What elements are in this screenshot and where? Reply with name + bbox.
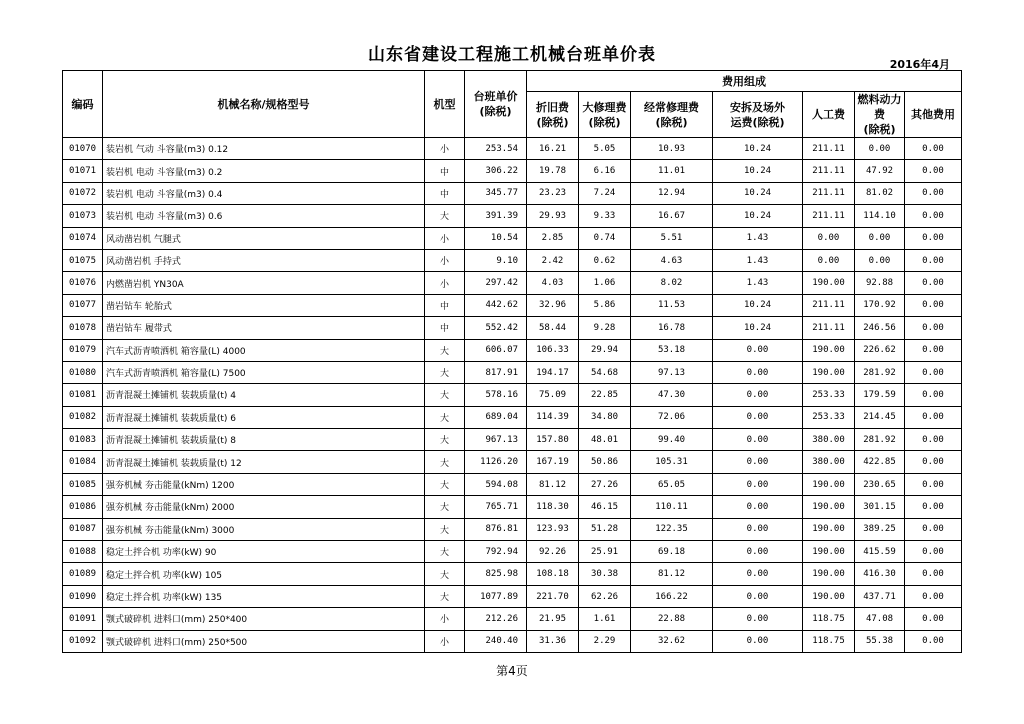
cell-other: 0.00 <box>905 205 962 227</box>
cell-install-transport: 0.00 <box>713 608 803 630</box>
cell-price: 253.54 <box>465 138 527 160</box>
cell-other: 0.00 <box>905 160 962 182</box>
cell-repair: 11.53 <box>631 294 713 316</box>
cell-name: 沥青混凝土摊铺机 装载质量(t) 6 <box>103 406 425 428</box>
cell-other: 0.00 <box>905 451 962 473</box>
cell-install-transport: 10.24 <box>713 182 803 204</box>
cell-repair: 32.62 <box>631 630 713 652</box>
cell-overhaul: 22.85 <box>579 384 631 406</box>
header-install-transport: 安拆及场外 运费(除税) <box>713 92 803 138</box>
cell-type: 中 <box>425 160 465 182</box>
cell-repair: 72.06 <box>631 406 713 428</box>
cell-type: 大 <box>425 361 465 383</box>
header-other: 其他费用 <box>905 92 962 138</box>
cell-install-transport: 0.00 <box>713 541 803 563</box>
cell-depreciation: 32.96 <box>527 294 579 316</box>
cell-price: 876.81 <box>465 518 527 540</box>
cell-repair: 10.93 <box>631 138 713 160</box>
cell-name: 汽车式沥青喷洒机 箱容量(L) 7500 <box>103 361 425 383</box>
cell-code: 01082 <box>63 406 103 428</box>
cell-depreciation: 114.39 <box>527 406 579 428</box>
cell-install-transport: 10.24 <box>713 160 803 182</box>
cell-depreciation: 123.93 <box>527 518 579 540</box>
cell-price: 578.16 <box>465 384 527 406</box>
cell-install-transport: 1.43 <box>713 249 803 271</box>
cell-repair: 97.13 <box>631 361 713 383</box>
header-name: 机械名称/规格型号 <box>103 71 425 138</box>
cell-repair: 81.12 <box>631 563 713 585</box>
cell-install-transport: 0.00 <box>713 384 803 406</box>
cell-fuel: 214.45 <box>855 406 905 428</box>
cell-fuel: 179.59 <box>855 384 905 406</box>
cell-code: 01087 <box>63 518 103 540</box>
table-row <box>63 608 962 630</box>
cell-price: 825.98 <box>465 563 527 585</box>
cell-depreciation: 81.12 <box>527 473 579 495</box>
cell-depreciation: 108.18 <box>527 563 579 585</box>
cell-name: 稳定土拌合机 功率(kW) 105 <box>103 563 425 585</box>
cell-price: 765.71 <box>465 496 527 518</box>
cell-overhaul: 7.24 <box>579 182 631 204</box>
cell-labor: 190.00 <box>803 563 855 585</box>
cell-price: 606.07 <box>465 339 527 361</box>
cell-depreciation: 194.17 <box>527 361 579 383</box>
cell-install-transport: 10.24 <box>713 294 803 316</box>
cell-other: 0.00 <box>905 406 962 428</box>
cell-depreciation: 75.09 <box>527 384 579 406</box>
table-row <box>63 339 962 361</box>
cell-price: 212.26 <box>465 608 527 630</box>
cell-labor: 211.11 <box>803 317 855 339</box>
header-repair: 经常修理费 (除税) <box>631 92 713 138</box>
cell-depreciation: 58.44 <box>527 317 579 339</box>
cell-repair: 8.02 <box>631 272 713 294</box>
cell-price: 297.42 <box>465 272 527 294</box>
cell-code: 01079 <box>63 339 103 361</box>
cell-type: 大 <box>425 406 465 428</box>
table-row <box>63 384 962 406</box>
cell-overhaul: 1.61 <box>579 608 631 630</box>
cell-labor: 118.75 <box>803 608 855 630</box>
cell-labor: 211.11 <box>803 205 855 227</box>
cell-depreciation: 2.85 <box>527 227 579 249</box>
cell-repair: 4.63 <box>631 249 713 271</box>
cell-install-transport: 0.00 <box>713 406 803 428</box>
cell-type: 中 <box>425 182 465 204</box>
cell-type: 大 <box>425 563 465 585</box>
cell-depreciation: 31.36 <box>527 630 579 652</box>
cell-repair: 105.31 <box>631 451 713 473</box>
cell-price: 240.40 <box>465 630 527 652</box>
header-type: 机型 <box>425 71 465 138</box>
cell-other: 0.00 <box>905 563 962 585</box>
cell-type: 中 <box>425 294 465 316</box>
cell-install-transport: 0.00 <box>713 429 803 451</box>
cell-type: 小 <box>425 138 465 160</box>
header-overhaul: 大修理费 (除税) <box>579 92 631 138</box>
cell-install-transport: 0.00 <box>713 563 803 585</box>
cell-install-transport: 10.24 <box>713 317 803 339</box>
table-row <box>63 138 962 160</box>
cell-fuel: 281.92 <box>855 361 905 383</box>
table-row <box>63 630 962 652</box>
table-row <box>63 249 962 271</box>
cell-price: 552.42 <box>465 317 527 339</box>
cell-repair: 12.94 <box>631 182 713 204</box>
cell-repair: 99.40 <box>631 429 713 451</box>
header-cost-group: 费用组成 <box>527 71 962 92</box>
cell-overhaul: 9.33 <box>579 205 631 227</box>
table-body <box>63 138 962 653</box>
table-row <box>63 518 962 540</box>
cell-other: 0.00 <box>905 138 962 160</box>
cell-fuel: 422.85 <box>855 451 905 473</box>
table-row <box>63 205 962 227</box>
cell-code: 01073 <box>63 205 103 227</box>
table-row <box>63 585 962 607</box>
cell-name: 沥青混凝土摊铺机 装载质量(t) 8 <box>103 429 425 451</box>
cell-other: 0.00 <box>905 541 962 563</box>
cell-fuel: 230.65 <box>855 473 905 495</box>
cell-fuel: 114.10 <box>855 205 905 227</box>
cell-other: 0.00 <box>905 518 962 540</box>
cell-install-transport: 0.00 <box>713 361 803 383</box>
cell-overhaul: 25.91 <box>579 541 631 563</box>
cell-type: 大 <box>425 585 465 607</box>
cell-price: 345.77 <box>465 182 527 204</box>
cell-fuel: 170.92 <box>855 294 905 316</box>
cell-name: 凿岩钻车 轮胎式 <box>103 294 425 316</box>
cell-type: 小 <box>425 227 465 249</box>
cell-price: 391.39 <box>465 205 527 227</box>
cell-code: 01075 <box>63 249 103 271</box>
cell-name: 装岩机 电动 斗容量(m3) 0.4 <box>103 182 425 204</box>
cell-repair: 122.35 <box>631 518 713 540</box>
cell-price: 594.08 <box>465 473 527 495</box>
cell-depreciation: 16.21 <box>527 138 579 160</box>
cell-code: 01078 <box>63 317 103 339</box>
cell-code: 01083 <box>63 429 103 451</box>
cell-name: 凿岩钻车 履带式 <box>103 317 425 339</box>
cell-name: 风动凿岩机 手持式 <box>103 249 425 271</box>
cell-repair: 65.05 <box>631 473 713 495</box>
cell-code: 01074 <box>63 227 103 249</box>
cell-other: 0.00 <box>905 272 962 294</box>
cell-depreciation: 2.42 <box>527 249 579 271</box>
cell-code: 01091 <box>63 608 103 630</box>
cell-name: 强夯机械 夯击能量(kNm) 1200 <box>103 473 425 495</box>
cell-code: 01092 <box>63 630 103 652</box>
cell-repair: 69.18 <box>631 541 713 563</box>
cell-depreciation: 19.78 <box>527 160 579 182</box>
cell-price: 689.04 <box>465 406 527 428</box>
cell-name: 装岩机 电动 斗容量(m3) 0.6 <box>103 205 425 227</box>
cell-labor: 380.00 <box>803 429 855 451</box>
cell-install-transport: 0.00 <box>713 630 803 652</box>
cell-labor: 253.33 <box>803 384 855 406</box>
cell-repair: 11.01 <box>631 160 713 182</box>
cell-labor: 0.00 <box>803 249 855 271</box>
cell-labor: 211.11 <box>803 294 855 316</box>
cell-depreciation: 106.33 <box>527 339 579 361</box>
cell-fuel: 416.30 <box>855 563 905 585</box>
cell-labor: 0.00 <box>803 227 855 249</box>
cell-price: 9.10 <box>465 249 527 271</box>
cell-fuel: 437.71 <box>855 585 905 607</box>
cell-other: 0.00 <box>905 585 962 607</box>
cell-other: 0.00 <box>905 182 962 204</box>
cell-price: 817.91 <box>465 361 527 383</box>
cell-type: 中 <box>425 317 465 339</box>
cell-overhaul: 9.28 <box>579 317 631 339</box>
cell-other: 0.00 <box>905 317 962 339</box>
cell-repair: 110.11 <box>631 496 713 518</box>
header-code: 编码 <box>63 71 103 138</box>
cell-install-transport: 0.00 <box>713 339 803 361</box>
cell-price: 1126.20 <box>465 451 527 473</box>
cell-other: 0.00 <box>905 294 962 316</box>
cell-labor: 380.00 <box>803 451 855 473</box>
cell-repair: 47.30 <box>631 384 713 406</box>
cell-fuel: 389.25 <box>855 518 905 540</box>
cell-type: 大 <box>425 429 465 451</box>
cell-type: 大 <box>425 496 465 518</box>
page-number: 第4页 <box>496 664 528 678</box>
cell-overhaul: 34.80 <box>579 406 631 428</box>
cell-code: 01081 <box>63 384 103 406</box>
cell-repair: 166.22 <box>631 585 713 607</box>
cell-other: 0.00 <box>905 496 962 518</box>
cell-depreciation: 167.19 <box>527 451 579 473</box>
cell-repair: 5.51 <box>631 227 713 249</box>
cell-name: 汽车式沥青喷洒机 箱容量(L) 4000 <box>103 339 425 361</box>
cell-other: 0.00 <box>905 339 962 361</box>
cell-fuel: 301.15 <box>855 496 905 518</box>
cell-code: 01076 <box>63 272 103 294</box>
cell-code: 01070 <box>63 138 103 160</box>
cell-repair: 53.18 <box>631 339 713 361</box>
table-row <box>63 429 962 451</box>
cell-fuel: 281.92 <box>855 429 905 451</box>
cell-fuel: 226.62 <box>855 339 905 361</box>
cell-other: 0.00 <box>905 384 962 406</box>
cell-overhaul: 48.01 <box>579 429 631 451</box>
cell-repair: 16.78 <box>631 317 713 339</box>
table-row <box>63 563 962 585</box>
cell-overhaul: 54.68 <box>579 361 631 383</box>
cell-overhaul: 5.05 <box>579 138 631 160</box>
cell-overhaul: 2.29 <box>579 630 631 652</box>
table-row <box>63 272 962 294</box>
table-row <box>63 541 962 563</box>
cell-overhaul: 0.74 <box>579 227 631 249</box>
cell-other: 0.00 <box>905 630 962 652</box>
cell-overhaul: 5.86 <box>579 294 631 316</box>
cell-labor: 190.00 <box>803 361 855 383</box>
cell-other: 0.00 <box>905 429 962 451</box>
cell-depreciation: 23.23 <box>527 182 579 204</box>
cell-labor: 190.00 <box>803 272 855 294</box>
cell-overhaul: 62.26 <box>579 585 631 607</box>
cell-code: 01071 <box>63 160 103 182</box>
cell-code: 01084 <box>63 451 103 473</box>
cell-name: 稳定土拌合机 功率(kW) 90 <box>103 541 425 563</box>
cell-repair: 22.88 <box>631 608 713 630</box>
cell-labor: 211.11 <box>803 182 855 204</box>
table-row <box>63 451 962 473</box>
cell-type: 小 <box>425 249 465 271</box>
cell-type: 小 <box>425 608 465 630</box>
cell-install-transport: 0.00 <box>713 451 803 473</box>
cell-depreciation: 118.30 <box>527 496 579 518</box>
cell-depreciation: 4.03 <box>527 272 579 294</box>
table-row <box>63 496 962 518</box>
cell-fuel: 47.92 <box>855 160 905 182</box>
cell-type: 小 <box>425 272 465 294</box>
machine-price-table <box>62 70 962 653</box>
cell-name: 装岩机 气动 斗容量(m3) 0.12 <box>103 138 425 160</box>
cell-depreciation: 92.26 <box>527 541 579 563</box>
header-fuel: 燃料动力费 (除税) <box>855 92 905 138</box>
cell-labor: 211.11 <box>803 160 855 182</box>
cell-install-transport: 10.24 <box>713 205 803 227</box>
cell-labor: 190.00 <box>803 473 855 495</box>
cell-type: 大 <box>425 473 465 495</box>
table-row <box>63 294 962 316</box>
cell-type: 小 <box>425 630 465 652</box>
cell-code: 01090 <box>63 585 103 607</box>
cell-overhaul: 0.62 <box>579 249 631 271</box>
cell-fuel: 92.88 <box>855 272 905 294</box>
cell-other: 0.00 <box>905 227 962 249</box>
cell-fuel: 0.00 <box>855 138 905 160</box>
cell-overhaul: 30.38 <box>579 563 631 585</box>
cell-other: 0.00 <box>905 608 962 630</box>
cell-labor: 190.00 <box>803 585 855 607</box>
cell-install-transport: 0.00 <box>713 473 803 495</box>
cell-code: 01088 <box>63 541 103 563</box>
table-row <box>63 317 962 339</box>
cell-labor: 118.75 <box>803 630 855 652</box>
cell-code: 01080 <box>63 361 103 383</box>
cell-labor: 190.00 <box>803 496 855 518</box>
report-date: 2016年4月 <box>889 58 950 71</box>
cell-name: 风动凿岩机 气腿式 <box>103 227 425 249</box>
cell-fuel: 0.00 <box>855 249 905 271</box>
table-row <box>63 182 962 204</box>
cell-name: 装岩机 电动 斗容量(m3) 0.2 <box>103 160 425 182</box>
cell-type: 大 <box>425 384 465 406</box>
cell-overhaul: 29.94 <box>579 339 631 361</box>
cell-name: 沥青混凝土摊铺机 装载质量(t) 12 <box>103 451 425 473</box>
cell-code: 01086 <box>63 496 103 518</box>
cell-name: 沥青混凝土摊铺机 装载质量(t) 4 <box>103 384 425 406</box>
cell-labor: 190.00 <box>803 339 855 361</box>
cell-install-transport: 10.24 <box>713 138 803 160</box>
cell-type: 大 <box>425 518 465 540</box>
cell-code: 01089 <box>63 563 103 585</box>
cell-type: 大 <box>425 339 465 361</box>
cell-name: 强夯机械 夯击能量(kNm) 2000 <box>103 496 425 518</box>
cell-depreciation: 21.95 <box>527 608 579 630</box>
cell-other: 0.00 <box>905 473 962 495</box>
cell-depreciation: 29.93 <box>527 205 579 227</box>
table-row <box>63 361 962 383</box>
page-title: 山东省建设工程施工机械台班单价表 <box>368 45 656 65</box>
cell-type: 大 <box>425 541 465 563</box>
cell-price: 792.94 <box>465 541 527 563</box>
cell-depreciation: 157.80 <box>527 429 579 451</box>
cell-overhaul: 51.28 <box>579 518 631 540</box>
cell-overhaul: 1.06 <box>579 272 631 294</box>
cell-labor: 253.33 <box>803 406 855 428</box>
cell-overhaul: 46.15 <box>579 496 631 518</box>
cell-labor: 190.00 <box>803 541 855 563</box>
cell-price: 442.62 <box>465 294 527 316</box>
cell-name: 颚式破碎机 进料口(mm) 250*500 <box>103 630 425 652</box>
header-labor: 人工费 <box>803 92 855 138</box>
cell-price: 1077.89 <box>465 585 527 607</box>
cell-name: 稳定土拌合机 功率(kW) 135 <box>103 585 425 607</box>
cell-install-transport: 0.00 <box>713 585 803 607</box>
cell-name: 内燃凿岩机 YN30A <box>103 272 425 294</box>
table-row <box>63 227 962 249</box>
cell-price: 10.54 <box>465 227 527 249</box>
cell-fuel: 55.38 <box>855 630 905 652</box>
cell-install-transport: 1.43 <box>713 272 803 294</box>
cell-overhaul: 27.26 <box>579 473 631 495</box>
table-row <box>63 406 962 428</box>
header-price: 台班单价 (除税) <box>465 71 527 138</box>
cell-fuel: 415.59 <box>855 541 905 563</box>
cell-code: 01085 <box>63 473 103 495</box>
cell-type: 大 <box>425 451 465 473</box>
cell-install-transport: 0.00 <box>713 518 803 540</box>
cell-fuel: 246.56 <box>855 317 905 339</box>
cell-install-transport: 1.43 <box>713 227 803 249</box>
table-row <box>63 160 962 182</box>
cell-overhaul: 6.16 <box>579 160 631 182</box>
cell-type: 大 <box>425 205 465 227</box>
cell-fuel: 0.00 <box>855 227 905 249</box>
cell-other: 0.00 <box>905 249 962 271</box>
header-depreciation: 折旧费 (除税) <box>527 92 579 138</box>
cell-name: 强夯机械 夯击能量(kNm) 3000 <box>103 518 425 540</box>
cell-code: 01077 <box>63 294 103 316</box>
cell-overhaul: 50.86 <box>579 451 631 473</box>
cell-depreciation: 221.70 <box>527 585 579 607</box>
cell-code: 01072 <box>63 182 103 204</box>
cell-other: 0.00 <box>905 361 962 383</box>
cell-repair: 16.67 <box>631 205 713 227</box>
cell-fuel: 47.08 <box>855 608 905 630</box>
cell-install-transport: 0.00 <box>713 496 803 518</box>
cell-name: 颚式破碎机 进料口(mm) 250*400 <box>103 608 425 630</box>
table-row <box>63 473 962 495</box>
cell-labor: 190.00 <box>803 518 855 540</box>
cell-labor: 211.11 <box>803 138 855 160</box>
cell-price: 306.22 <box>465 160 527 182</box>
cell-fuel: 81.02 <box>855 182 905 204</box>
cell-price: 967.13 <box>465 429 527 451</box>
